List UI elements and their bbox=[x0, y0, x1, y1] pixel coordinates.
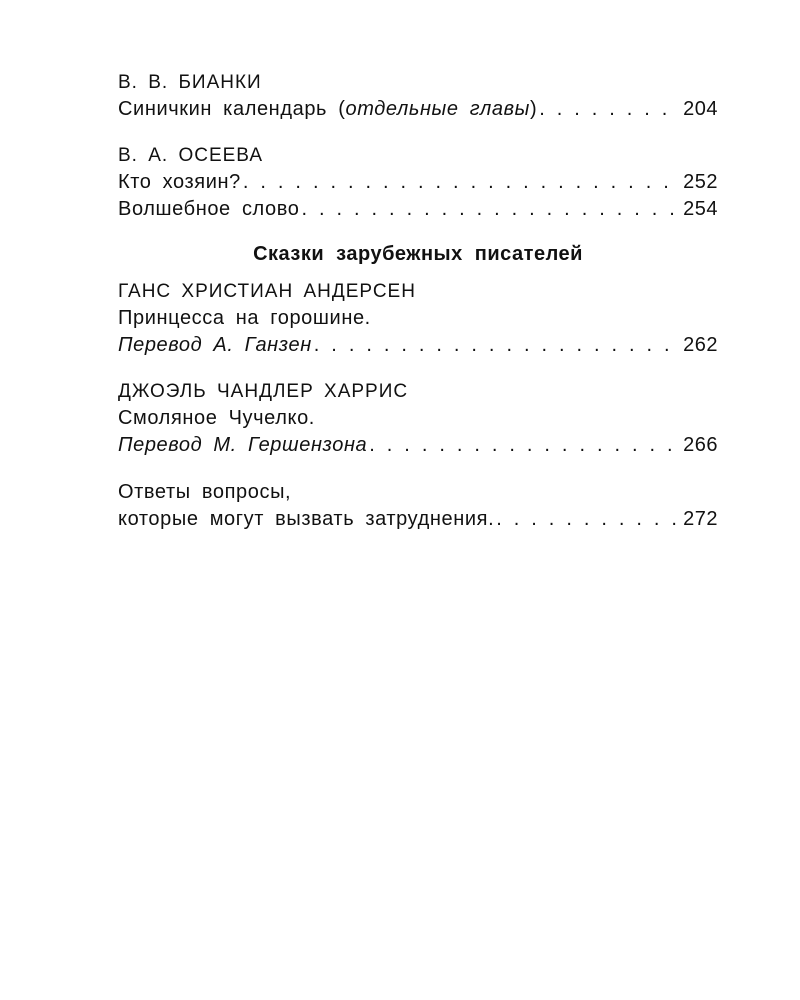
toc-entry-answers[interactable] bbox=[118, 506, 718, 533]
toc-entry-sinichkin-kalendar[interactable] bbox=[118, 96, 718, 123]
page-number: 252 bbox=[683, 171, 718, 193]
translator: Перевод М. Гершензона bbox=[118, 434, 368, 456]
page-number: 262 bbox=[683, 334, 718, 356]
entry-title: Кто хозяин? bbox=[118, 171, 241, 193]
translator: Перевод А. Ганзен bbox=[118, 334, 312, 356]
dot-leader bbox=[243, 169, 680, 196]
dot-leader bbox=[539, 96, 680, 123]
toc-entry-smolyanoe-chuchelko[interactable] bbox=[118, 432, 718, 459]
entry-title: Волшебное слово bbox=[118, 198, 300, 220]
section-title: Сказки зарубежных писателей bbox=[253, 243, 583, 265]
entry-title-princess: Принцесса на горошине. bbox=[118, 307, 371, 329]
page-number: 204 bbox=[683, 98, 718, 120]
entry-title: Синичкин календарь (отдельные главы) bbox=[118, 98, 538, 120]
table-of-contents bbox=[118, 70, 718, 533]
toc-entry-kto-khozyain[interactable] bbox=[118, 169, 718, 196]
dot-leader bbox=[496, 506, 680, 533]
page-number: 254 bbox=[683, 198, 718, 220]
dot-leader bbox=[369, 432, 680, 459]
entry-title: которые могут вызвать затруднения. bbox=[118, 508, 495, 530]
entry-title-tar-baby: Смоляное Чучелко. bbox=[118, 407, 315, 429]
toc-entry-princessa-na-goroshine[interactable] bbox=[118, 332, 718, 359]
author-andersen: ГАНС ХРИСТИАН АНДЕРСЕН bbox=[118, 281, 416, 302]
dot-leader bbox=[314, 332, 680, 359]
page-number: 272 bbox=[683, 508, 718, 530]
answers-title-line1: Ответы вопросы, bbox=[118, 481, 292, 503]
author-harris: ДЖОЭЛЬ ЧАНДЛЕР ХАРРИС bbox=[118, 381, 409, 402]
page-number: 266 bbox=[683, 434, 718, 456]
toc-entry-volshebnoe-slovo[interactable] bbox=[118, 196, 718, 223]
author-oseeva: В. А. ОСЕЕВА bbox=[118, 145, 264, 166]
author-bianki: В. В. БИАНКИ bbox=[118, 72, 262, 93]
dot-leader bbox=[301, 196, 680, 223]
